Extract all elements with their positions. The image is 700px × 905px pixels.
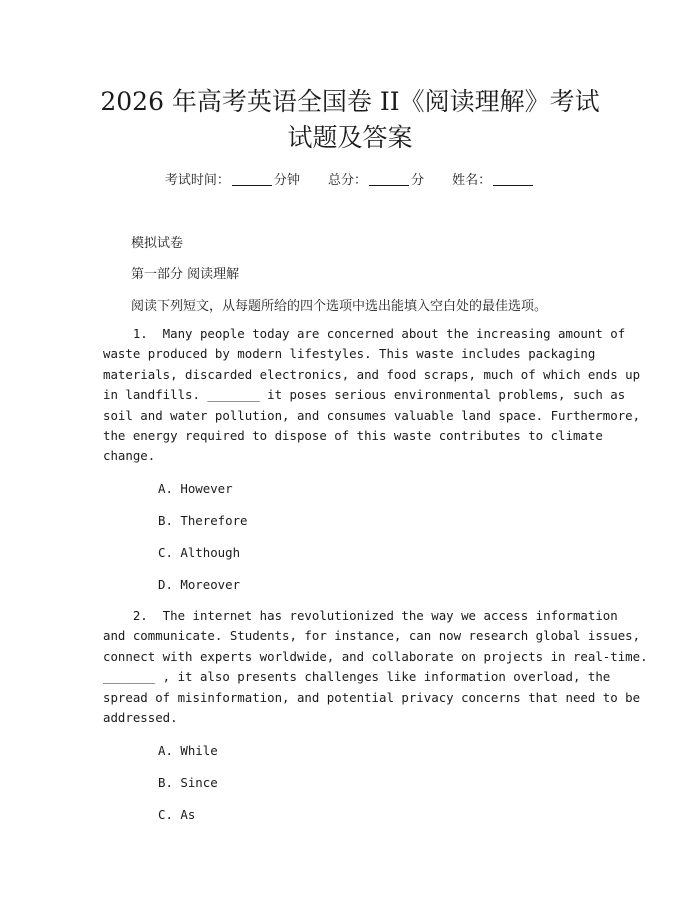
question-1-option-b: B. Therefore: [158, 513, 248, 528]
document-title-line1: 2026 年高考英语全国卷 II《阅读理解》考试: [100, 87, 600, 116]
name-blank: [493, 172, 533, 186]
section-heading: 第一部分 阅读理解: [131, 267, 240, 282]
question-1-text: 1. Many people today are concerned about the increasing amount of waste produced by modern lifestyles. This waste includes packaging materials, discarded electronics, and food scraps, much of which ends up in landfills. _______ it poses serious environmental problems, such as soil and water pollution, and consumes valuable land space. Furthermore, the energy required to dispose of this waste contributes to climate change.: [103, 326, 641, 464]
question-2-text: 2. The internet has revolutionized the way we access information and communicate. Students, for instance, can now research global issues, connect with experts worldwide, and collaborate on projects in real-time. _______ , it also presents challenges like information overload, the spread of misinformation, and potential privacy concerns that need to be addressed.: [103, 608, 648, 726]
question-2-option-a: A. While: [158, 743, 218, 758]
time-blank: [232, 172, 272, 186]
score-label: 总分：: [327, 173, 367, 188]
name-field: [452, 173, 535, 188]
question-2-option-c: C. As: [158, 807, 196, 822]
time-unit: 分钟: [273, 173, 300, 188]
question-1-option-d: D. Moreover: [158, 577, 241, 592]
score-blank: [369, 172, 409, 186]
document-title-line2: 试题及答案: [287, 123, 413, 152]
name-label: 姓名：: [452, 173, 492, 188]
total-score-field: [328, 173, 428, 188]
score-unit: 分: [411, 173, 425, 188]
section-instruction: 阅读下列短文，从每题所给的四个选项中选出能填入空白处的最佳选项。: [131, 299, 548, 314]
mock-exam-label: 模拟试卷: [131, 236, 184, 251]
question-2-option-b: B. Since: [158, 775, 218, 790]
question-1-option-a: A. However: [158, 481, 233, 496]
time-label: 考试时间：: [164, 173, 230, 188]
exam-time-field: [165, 173, 304, 188]
exam-info-row: [0, 169, 700, 188]
question-1-option-c: C. Although: [158, 545, 241, 560]
